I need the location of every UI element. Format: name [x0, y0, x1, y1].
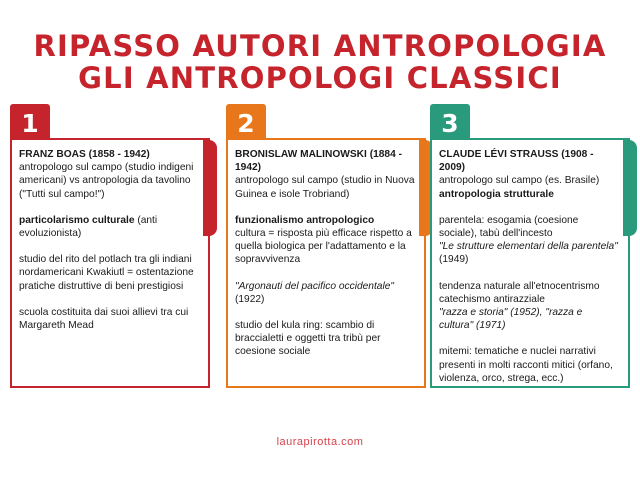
title-line-2: GLI ANTROPOLOGI CLASSICI: [78, 61, 562, 95]
card-heading: BRONISLAW MALINOWSKI (1884 - 1942): [235, 149, 402, 174]
card-keyword: particolarismo culturale: [19, 214, 135, 226]
card-malinowski: [226, 138, 426, 388]
number-tab: 2: [226, 104, 266, 142]
card-book-title: "razza e storia" (1952), "razza e cultura" (1971): [439, 307, 583, 332]
card-paragraph-3: studio del rito del potlach tra gli indiani nordamericani Kwakiutl = ostentazione pratiche distruttive di beni prestigiosi: [19, 254, 194, 292]
card-paragraph-1: [235, 148, 415, 201]
card-text: (1922): [235, 293, 265, 305]
card-book-title: "Argonauti del pacifico occidentale": [235, 280, 395, 292]
number-tab: 1: [10, 104, 50, 142]
card-keyword: funzionalismo antropologico: [235, 214, 375, 226]
card-book-title: "Le strutture elementari della parentela": [439, 241, 618, 253]
card-levi-strauss: [430, 138, 630, 388]
card-text: antropologo sul campo (studio in Nuova Guinea e isole Trobriand): [235, 175, 415, 200]
title-line-1: RIPASSO AUTORI ANTROPOLOGIA: [33, 29, 607, 63]
card-text: parentela: esogamia (coesione sociale), tabù dell'incesto: [439, 214, 579, 240]
card-paragraph-3: [235, 280, 415, 306]
card-text: (1949): [439, 254, 469, 266]
card-paragraph-1: [439, 148, 619, 201]
accent-bar: [623, 140, 637, 236]
card-paragraph-2: [439, 214, 619, 267]
card-paragraph-3: [439, 280, 619, 333]
card-paragraph-2: [19, 214, 199, 240]
card-text: antropologo sul campo (studio indigeni americani) vs antropologia da tavolino ("Tutti sul campo!"): [19, 162, 194, 200]
card-boas: [10, 138, 210, 388]
card-paragraph-4: scuola costituita dai suoi allievi tra cui Margareth Mead: [19, 306, 189, 332]
card-text: (anti evoluzionista): [19, 214, 158, 240]
card-text: antropologo sul campo (es. Brasile): [439, 175, 600, 187]
number-tab: 3: [430, 104, 470, 142]
card-heading: FRANZ BOAS (1858 - 1942): [19, 149, 150, 160]
card-text: cultura = risposta più efficace rispetto a quella biologica per l'adattamento e la sopravvivenza: [235, 228, 412, 266]
card-paragraph-4: studio del kula ring: scambio di braccialetti e oggetti tra tribù per coesione sociale: [235, 320, 381, 358]
card-keyword: antropologia strutturale: [439, 188, 554, 200]
card-heading: CLAUDE LÉVI STRAUSS (1908 - 2009): [439, 149, 594, 174]
card-text: tendenza naturale all'etnocentrismo catechismo antirazziale: [439, 280, 600, 305]
card-paragraph-4: mitemi: tematiche e nuclei narrativi presenti in molti racconti mitici (orfano, violenza, orco, strega, ecc.): [439, 346, 613, 384]
card-paragraph-1: [19, 148, 199, 201]
accent-bar: [203, 140, 217, 236]
footer-credit: laurapirotta.com: [276, 436, 364, 448]
card-paragraph-2: [235, 214, 415, 267]
